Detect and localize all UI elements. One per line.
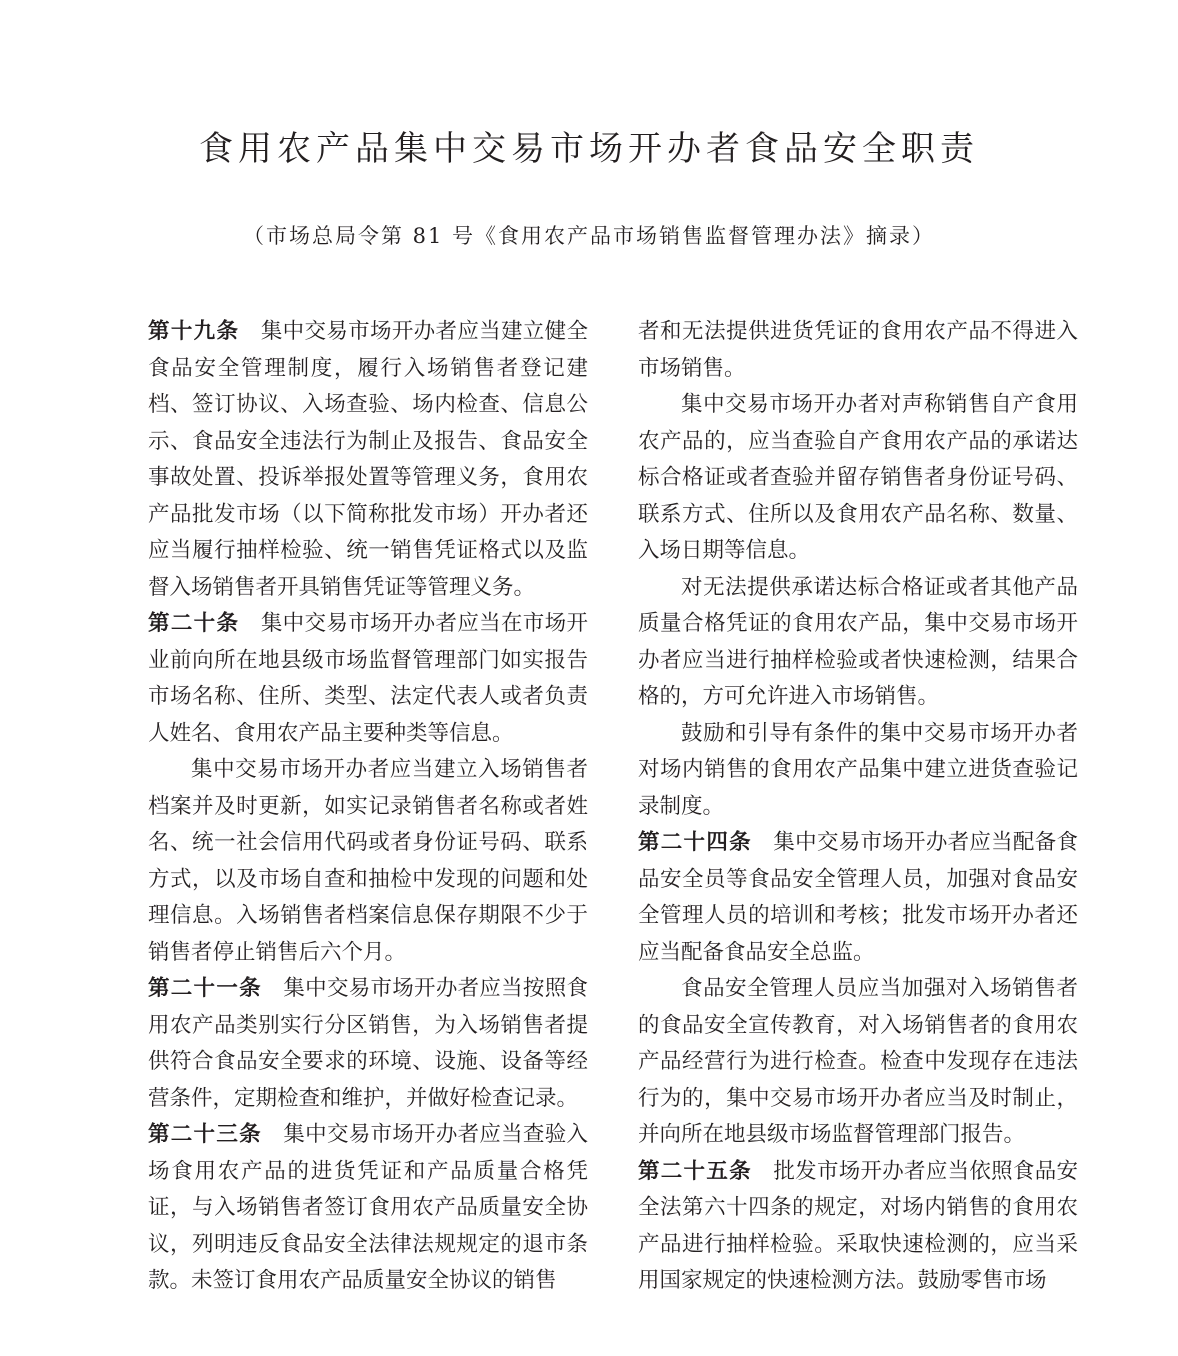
article-text: 集中交易市场开办者应当查验入场食用农产品的进货凭证和产品质量合格凭证，与入场销售者签订食用农产品质量安全协议，列明违反食品安全法律法规规定的退市条款。未签订食用农产品质量安全协议的销售 <box>148 1122 588 1293</box>
article-23 <box>148 1117 588 1300</box>
article-heading: 第二十四条 <box>638 830 752 855</box>
article-20-paragraph-2: 集中交易市场开办者应当建立入场销售者档案并及时更新，如实记录销售者名称或者姓名、统一社会信用代码或者身份证号码、联系方式，以及市场自查和抽检中发现的问题和处理信息。入场销售者档案信息保存期限不少于销售者停止销售后六个月。 <box>148 757 588 965</box>
page-subtitle: （市场总局令第 81 号《食用农产品市场销售监督管理办法》摘录） <box>242 224 936 248</box>
left-column <box>148 314 588 1300</box>
article-heading: 第二十条 <box>148 611 240 636</box>
article-23-continued: 者和无法提供进货凭证的食用农产品不得进入市场销售。 <box>638 319 1078 381</box>
page-title: 食用农产品集中交易市场开办者食品安全职责 <box>199 129 979 169</box>
article-25 <box>638 1154 1078 1300</box>
right-column <box>638 314 1078 1300</box>
article-heading: 第二十五条 <box>638 1158 752 1184</box>
article-heading: 第二十三条 <box>148 1122 262 1147</box>
article-text: 集中交易市场开办者应当建立健全食品安全管理制度，履行入场销售者登记建档、签订协议、入场查验、场内检查、信息公示、食品安全违法行为制止及报告、食品安全事故处置、投诉举报处置等管理义务，食用农产品批发市场（以下简称批发市场）开办者还应当履行抽样检验、统一销售凭证格式以及监督入场销售者开具销售凭证等管理义务。 <box>148 319 588 600</box>
article-23-paragraph-2: 集中交易市场开办者对声称销售自产食用农产品的，应当查验自产食用农产品的承诺达标合格证或者查验并留存销售者身份证号码、联系方式、住所以及食用农产品名称、数量、入场日期等信息。 <box>638 392 1078 563</box>
article-text: 集中交易市场开办者应当按照食用农产品类别实行分区销售，为入场销售者提供符合食品安全要求的环境、设施、设备等经营条件，定期检查和维护，并做好检查记录。 <box>148 976 588 1111</box>
article-19 <box>148 314 588 606</box>
article-23-paragraph-4: 鼓励和引导有条件的集中交易市场开办者对场内销售的食用农产品集中建立进货查验记录制度。 <box>638 720 1078 819</box>
article-text: 集中交易市场开办者应当配备食品安全员等食品安全管理人员，加强对食品安全管理人员的培训和考核；批发市场开办者还应当配备食品安全总监。 <box>638 830 1078 965</box>
article-text: 集中交易市场开办者应当在市场开业前向所在地县级市场监督管理部门如实报告市场名称、住所、类型、法定代表人或者负责人姓名、食用农产品主要种类等信息。 <box>148 611 588 746</box>
article-23-paragraph-3: 对无法提供承诺达标合格证或者其他产品质量合格凭证的食用农产品，集中交易市场开办者应当进行抽样检验或者快速检测，结果合格的，方可允许进入市场销售。 <box>638 574 1078 709</box>
article-text: 批发市场开办者应当依照食品安全法第六十四条的规定，对场内销售的食用农产品进行抽样检验。采取快速检测的，应当采用国家规定的快速检测方法。鼓励零售市场 <box>638 1158 1078 1293</box>
article-heading: 第十九条 <box>148 319 240 344</box>
article-20 <box>148 606 588 752</box>
article-21 <box>148 971 588 1117</box>
article-24 <box>638 825 1078 971</box>
article-heading: 第二十一条 <box>148 976 262 1001</box>
article-24-paragraph-2: 食品安全管理人员应当加强对入场销售者的食品安全宣传教育，对入场销售者的食用农产品经营行为进行检查。检查中发现存在违法行为的，集中交易市场开办者应当及时制止，并向所在地县级市场监督管理部门报告。 <box>638 976 1078 1147</box>
